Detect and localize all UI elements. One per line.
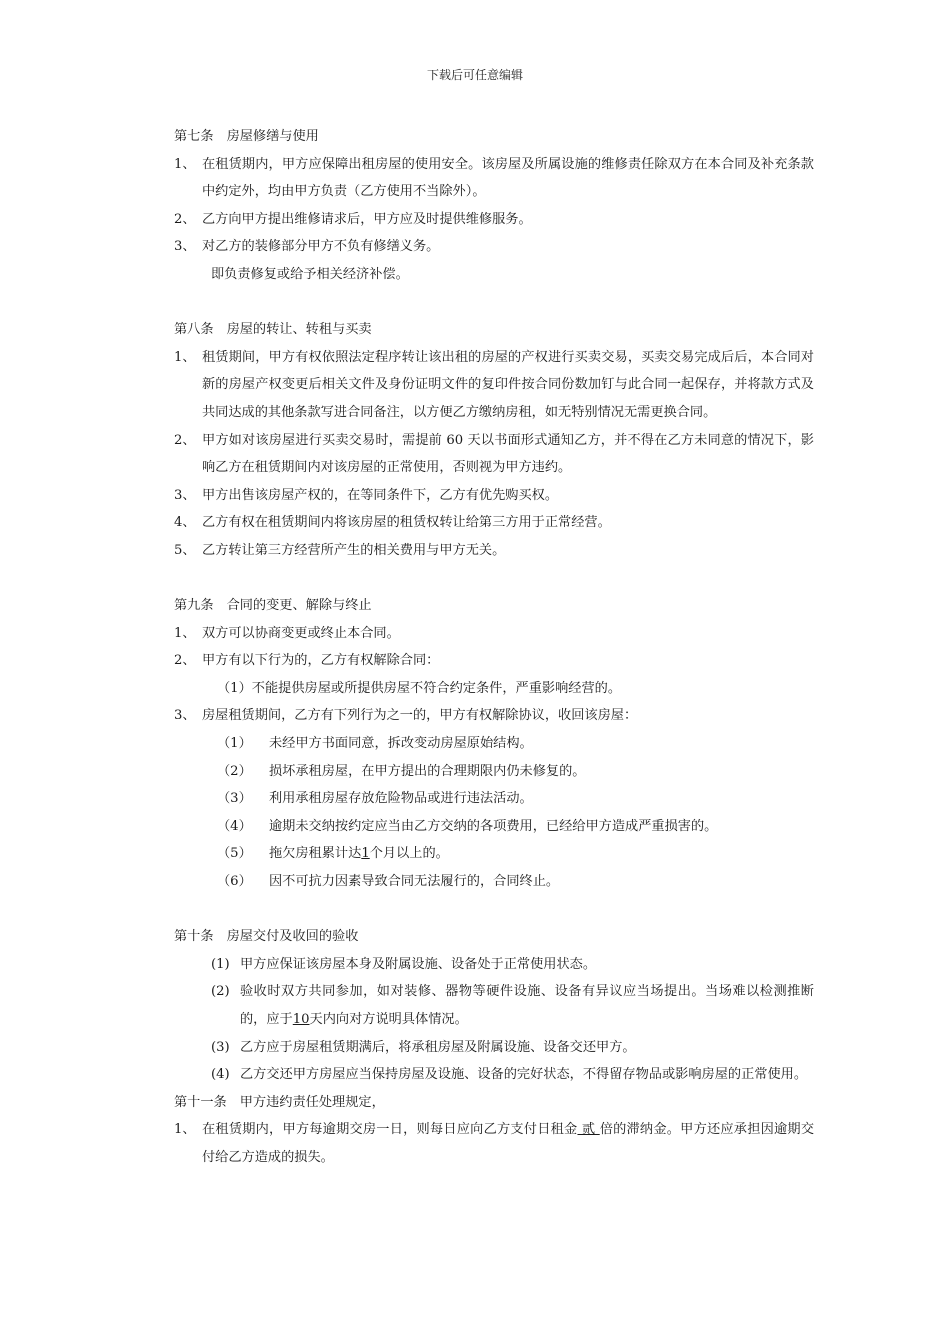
item-text-part: 在租赁期内，甲方每逾期交房一日，则每日应向乙方支付日租金 xyxy=(202,1122,578,1138)
sub-item-number: （1） xyxy=(217,736,252,752)
item-text: 乙方转让第三方经营所产生的相关费用与甲方无关。 xyxy=(202,542,506,558)
item-number: 1、 xyxy=(174,1122,196,1138)
sub-item xyxy=(174,868,814,896)
list-item xyxy=(174,482,814,510)
list-item xyxy=(174,951,814,979)
list-item xyxy=(174,233,814,261)
article-9-title xyxy=(174,592,814,620)
item-number: (2) xyxy=(211,984,230,1000)
item-number: 1、 xyxy=(174,625,196,641)
sub-item xyxy=(174,813,814,841)
article-number: 第十一条 xyxy=(174,1094,227,1110)
item-number: 3、 xyxy=(174,239,196,255)
item-text: 在租赁期内，甲方应保障出租房屋的使用安全。该房屋及所属设施的维修责任除双方在本合同及补充条款中约定外，均由甲方负责（乙方使用不当除外）。 xyxy=(202,156,814,200)
article-8-title xyxy=(174,316,814,344)
underlined-value: 1 xyxy=(361,846,370,862)
article-number: 第十条 xyxy=(174,929,214,945)
sub-item-text: 利用承租房屋存放危险物品或进行违法活动。 xyxy=(269,791,533,807)
item-text-part: 天内向对方说明具体情况。 xyxy=(309,1012,468,1027)
list-item xyxy=(174,344,814,427)
list-item xyxy=(174,537,814,565)
sub-item-text: 因不可抗力因素导致合同无法履行的，合同终止。 xyxy=(269,874,560,890)
sub-item xyxy=(174,730,814,758)
item-number: (3) xyxy=(211,1039,230,1055)
underlined-value: 贰 xyxy=(577,1122,600,1138)
item-text: 乙方交还甲方房屋应当保持房屋及设施、设备的完好状态，不得留存物品或影响房屋的正常使用。 xyxy=(240,1067,808,1083)
item-number: 1、 xyxy=(174,156,196,172)
item-number: 3、 xyxy=(174,487,196,503)
item-text: 房屋租赁期间，乙方有下列行为之一的，甲方有权解除协议，收回该房屋： xyxy=(202,708,638,724)
item-number: 2、 xyxy=(174,432,196,448)
article-heading: 房屋交付及收回的验收 xyxy=(226,929,359,945)
sub-item-number: （2） xyxy=(217,763,252,779)
article-heading: 甲方违约责任处理规定， xyxy=(239,1094,385,1110)
list-item xyxy=(174,151,814,206)
sub-item-number: （6） xyxy=(217,874,252,890)
item-text: 甲方出售该房屋产权的，在等同条件下，乙方有优先购买权。 xyxy=(202,487,559,503)
sub-item xyxy=(174,758,814,786)
sub-item xyxy=(174,840,814,868)
item-text: 租赁期间，甲方有权依照法定程序转让该出租的房屋的产权进行买卖交易，买卖交易完成后后，本合同对新的房屋产权变更后相关文件及身份证明文件的复印件按合同份数加钉与此合同一起保存，并将款方式及共同达成的其他条款写进合同备注，以方便乙方缴纳房租，如无特别情况无需更换合同。 xyxy=(202,349,814,420)
item-text: 甲方有以下行为的，乙方有权解除合同： xyxy=(202,653,440,669)
sub-item xyxy=(174,785,814,813)
item-number: 1、 xyxy=(174,349,196,365)
item-text: 乙方应于房屋租赁期满后，将承租房屋及附属设施、设备交还甲方。 xyxy=(240,1039,636,1055)
article-7-title xyxy=(174,123,814,151)
item-text-part: 验收时双方共同参加，如对装修、器物等硬件设施、设备有异议应当场提出。当场难以检测推断的，应于 xyxy=(240,984,814,1027)
list-item xyxy=(174,978,814,1033)
item-text: 乙方有权在租赁期间内将该房屋的租赁权转让给第三方用于正常经营。 xyxy=(202,515,611,531)
contract-body xyxy=(174,123,814,1172)
sub-item-number: （5） xyxy=(217,846,252,862)
list-item xyxy=(174,702,814,730)
list-item xyxy=(174,1116,814,1171)
list-item xyxy=(174,620,814,648)
item-number: 2、 xyxy=(174,211,196,227)
article-11-title xyxy=(174,1089,814,1117)
sub-item-text: 个月以上的。 xyxy=(369,846,449,862)
article-heading: 房屋的转让、转租与买卖 xyxy=(226,322,372,338)
item-number: 5、 xyxy=(174,542,196,558)
list-item xyxy=(174,206,814,234)
list-item xyxy=(174,1034,814,1062)
item-text-part: 倍的滞纳金。甲方还应承担因逾期交付给乙方造成的损失。 xyxy=(202,1122,815,1165)
item-number: (4) xyxy=(211,1067,230,1083)
item-number: 3、 xyxy=(174,708,196,724)
list-item xyxy=(174,509,814,537)
item-text: 甲方如对该房屋进行买卖交易时，需提前 60 天以书面形式通知乙方，并不得在乙方未同意的情况下，影响乙方在租赁期间内对该房屋的正常使用，否则视为甲方违约。 xyxy=(202,432,814,476)
list-item xyxy=(174,647,814,675)
article-number: 第九条 xyxy=(174,598,214,614)
item-number: 4、 xyxy=(174,515,196,531)
item-text: 乙方向甲方提出维修请求后，甲方应及时提供维修服务。 xyxy=(202,211,532,227)
article-number: 第八条 xyxy=(174,322,214,338)
item-text xyxy=(240,978,814,1033)
sub-item-number: （4） xyxy=(217,818,252,834)
item-number: (1) xyxy=(211,956,230,972)
sub-clause: （1）不能提供房屋或所提供房屋不符合约定条件，严重影响经营的。 xyxy=(217,680,622,696)
sub-item-text: 拖欠房租累计达 xyxy=(269,846,362,862)
list-item xyxy=(174,427,814,482)
item-text: 双方可以协商变更或终止本合同。 xyxy=(202,625,400,641)
article-10-title xyxy=(174,923,814,951)
item-text: 甲方应保证该房屋本身及附属设施、设备处于正常使用状态。 xyxy=(240,956,597,972)
item-text: 对乙方的装修部分甲方不负有修缮义务。 xyxy=(202,239,440,255)
article-number: 第七条 xyxy=(174,129,214,144)
item-text xyxy=(202,1116,814,1171)
sub-item-text: 逾期未交纳按约定应当由乙方交纳的各项费用，已经给甲方造成严重损害的。 xyxy=(269,818,718,834)
sub-item-text: 损坏承租房屋，在甲方提出的合理期限内仍未修复的。 xyxy=(269,763,586,779)
article-heading: 房屋修缮与使用 xyxy=(226,129,319,144)
sub-item-text: 未经甲方书面同意，拆改变动房屋原始结构。 xyxy=(269,736,533,752)
sub-item-number: （3） xyxy=(217,791,252,807)
article-heading: 合同的变更、解除与终止 xyxy=(226,598,372,614)
underlined-value: 10 xyxy=(292,1012,310,1027)
item-number: 2、 xyxy=(174,653,196,669)
page-header: 下载后可任意编辑 xyxy=(426,68,523,82)
paragraph: 即负责修复或给予相关经济补偿。 xyxy=(211,266,409,282)
list-item xyxy=(174,1061,814,1089)
